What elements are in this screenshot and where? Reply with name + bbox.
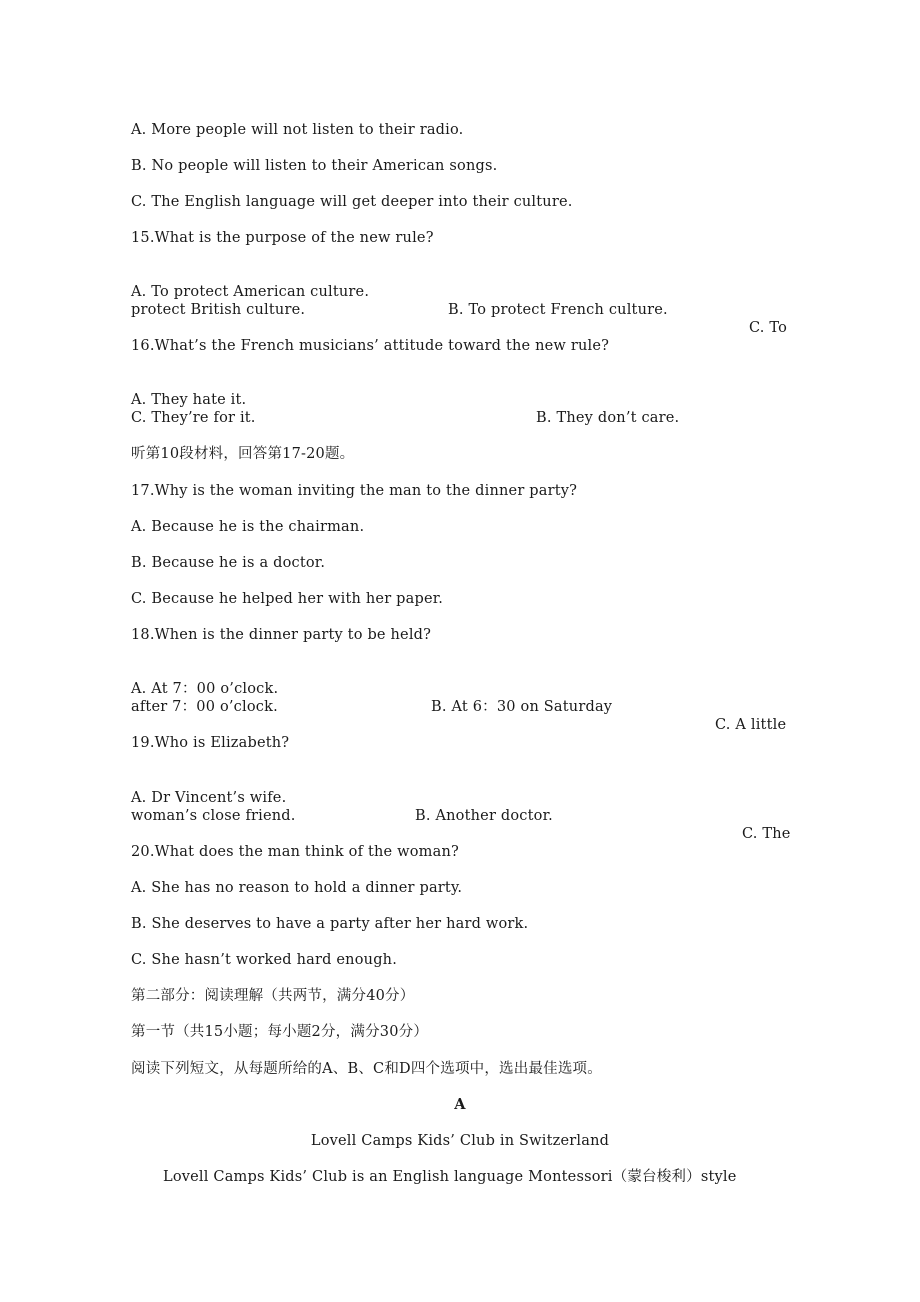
q16-option-c: C. They’re for it.	[131, 410, 256, 426]
q16-question: 16.What’s the French musicians’ attitude toward the new rule?	[131, 338, 610, 354]
q18-option-b: B. At 6：30 on Saturday	[431, 699, 613, 715]
q17-option-a: A. Because he is the chairman.	[131, 519, 365, 535]
section-one-heading: 第一节（共15小题；每小题2分，满分30分）	[131, 1024, 429, 1040]
q16-option-b: B. They don’t care.	[536, 410, 680, 426]
q19-option-a: A. Dr Vincent’s wife.	[131, 790, 287, 806]
q15-question: 15.What is the purpose of the new rule?	[131, 230, 434, 246]
part-two-heading: 第二部分：阅读理解（共两节，满分40分）	[131, 988, 415, 1004]
passage-label: A	[454, 1096, 466, 1113]
q19-option-c-continued: woman’s close friend.	[131, 808, 296, 824]
q18-option-c-continued: after 7：00 o’clock.	[131, 699, 278, 715]
q16-option-a: A. They hate it.	[131, 392, 247, 408]
q20-question: 20.What does the man think of the woman?	[131, 844, 459, 860]
q15-option-c: C. To	[749, 320, 788, 336]
q19-question: 19.Who is Elizabeth?	[131, 735, 290, 751]
reading-instructions: 阅读下列短文，从每题所给的A、B、C和D四个选项中，选出最佳选项。	[131, 1061, 602, 1077]
q17-option-b: B. Because he is a doctor.	[131, 555, 326, 571]
q15-option-c-continued: protect British culture.	[131, 302, 306, 318]
q14-option-c: C. The English language will get deeper into their culture.	[131, 194, 573, 210]
q18-question: 18.When is the dinner party to be held?	[131, 627, 432, 643]
q20-option-b: B. She deserves to have a party after her hard work.	[131, 916, 529, 932]
q20-option-c: C. She hasn’t worked hard enough.	[131, 952, 398, 968]
passage-title: Lovell Camps Kids’ Club in Switzerland	[310, 1133, 610, 1149]
q18-option-a: A. At 7：00 o’clock.	[131, 681, 279, 697]
q14-option-a: A. More people will not listen to their radio.	[131, 122, 464, 138]
q19-option-b: B. Another doctor.	[415, 808, 553, 824]
q17-question: 17.Why is the woman inviting the man to the dinner party?	[131, 483, 578, 499]
q15-option-a: A. To protect American culture.	[131, 284, 370, 300]
q17-option-c: C. Because he helped her with her paper.	[131, 591, 444, 607]
q14-option-b: B. No people will listen to their American songs.	[131, 158, 498, 174]
q19-option-c: C. The	[742, 826, 791, 842]
passage-first-line: Lovell Camps Kids’ Club is an English language Montessori（蒙台梭利）style	[163, 1169, 737, 1185]
q18-option-c: C. A little	[715, 717, 787, 733]
section-instruction-10: 听第10段材料，回答第17-20题。	[131, 446, 355, 462]
q20-option-a: A. She has no reason to hold a dinner party.	[131, 880, 463, 896]
q15-option-b: B. To protect French culture.	[448, 302, 668, 318]
